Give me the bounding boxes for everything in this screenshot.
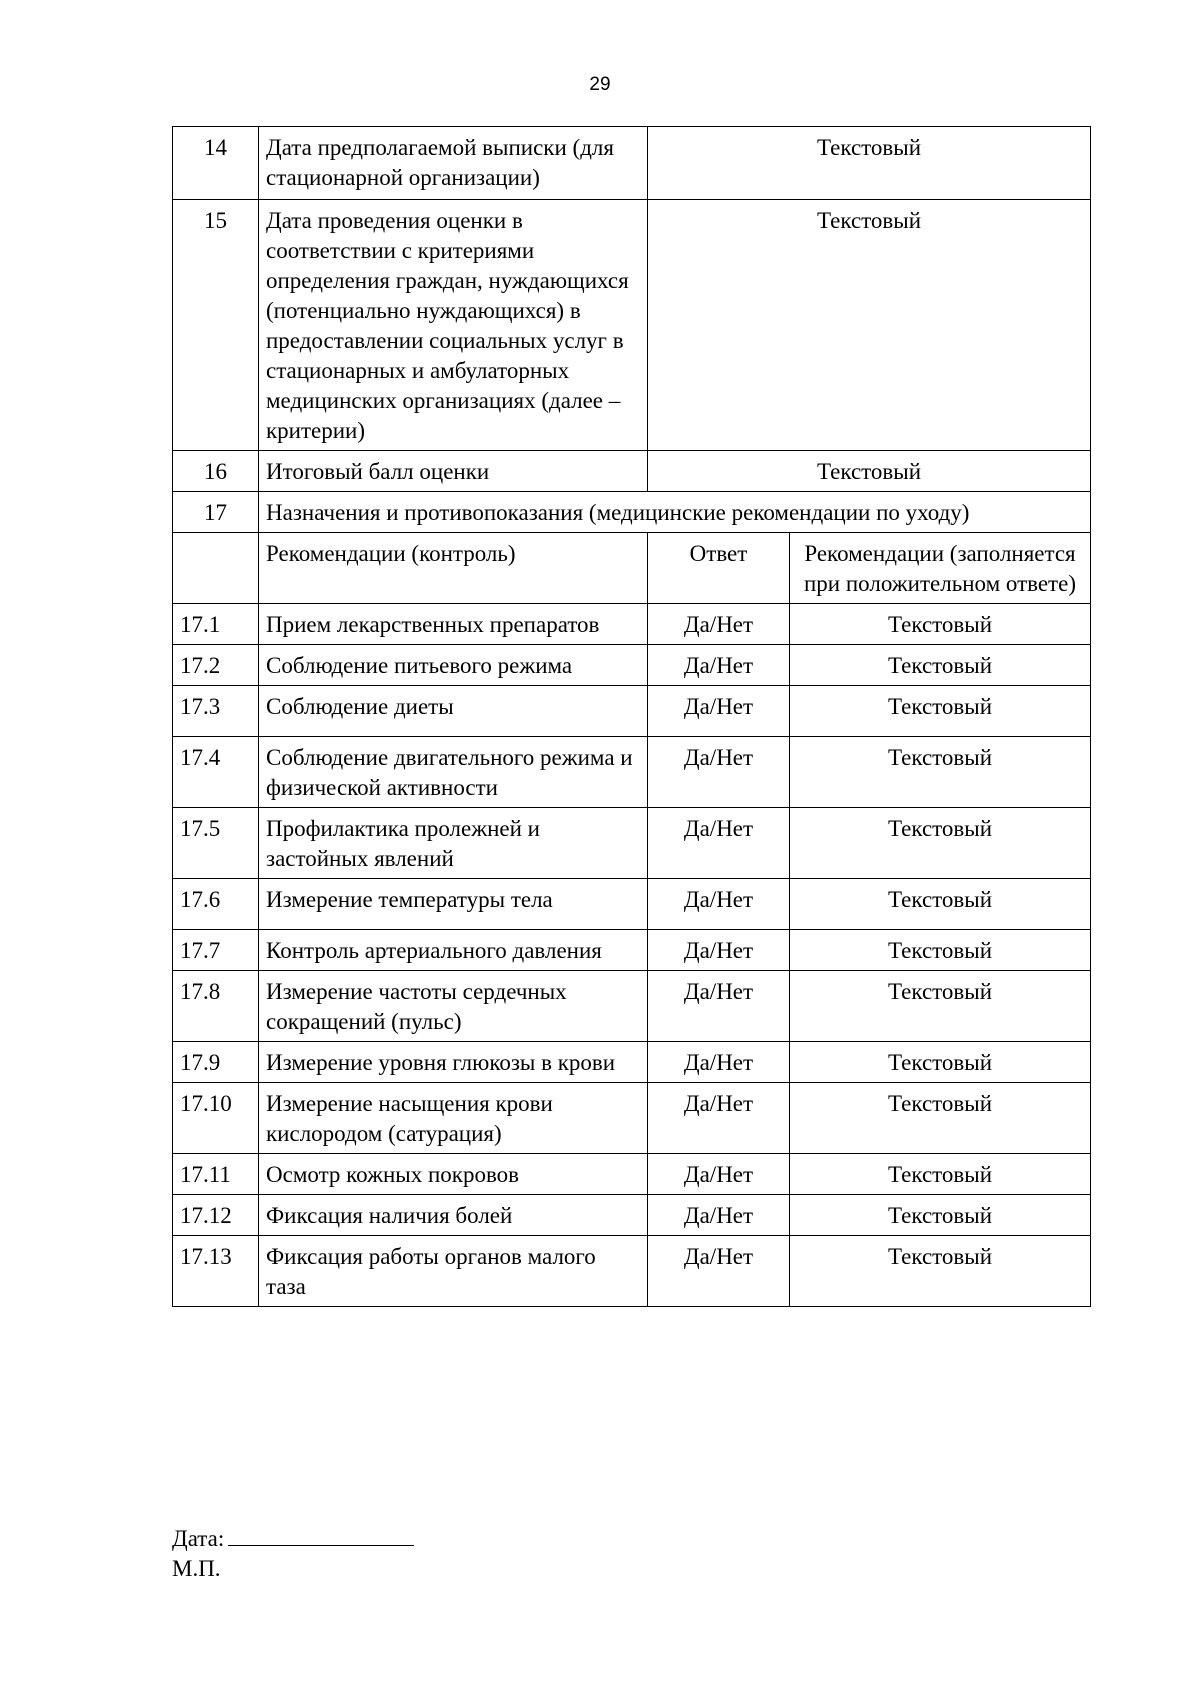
row-recommend: Текстовый xyxy=(790,971,1091,1042)
row-label: Итоговый балл оценки xyxy=(259,451,648,492)
header-control: Рекомендации (контроль) xyxy=(259,533,648,604)
row-answer: Да/Нет xyxy=(648,686,790,737)
row-label: Прием лекарственных препаратов xyxy=(259,604,648,645)
table-row xyxy=(173,1236,1091,1307)
row-label: Осмотр кожных покровов xyxy=(259,1154,648,1195)
table-row xyxy=(173,1195,1091,1236)
row-type: Текстовый xyxy=(648,127,1091,200)
row-answer: Да/Нет xyxy=(648,604,790,645)
page-number: 29 xyxy=(589,74,611,95)
row-label: Фиксация работы органов малого таза xyxy=(259,1236,648,1307)
row-recommend: Текстовый xyxy=(790,879,1091,930)
row-number: 15 xyxy=(173,200,259,451)
row-recommend: Текстовый xyxy=(790,930,1091,971)
row-answer: Да/Нет xyxy=(648,879,790,930)
section-17-title: Назначения и противопоказания (медицинские рекомендации по уходу) xyxy=(259,492,1091,533)
header-answer: Ответ xyxy=(648,533,790,604)
table-row xyxy=(173,451,1091,492)
row-type: Текстовый xyxy=(648,200,1091,451)
table-row xyxy=(173,971,1091,1042)
table-row xyxy=(173,127,1091,200)
row-recommend: Текстовый xyxy=(790,645,1091,686)
table-row xyxy=(173,604,1091,645)
empty-cell xyxy=(173,533,259,604)
row-answer: Да/Нет xyxy=(648,1154,790,1195)
row-recommend: Текстовый xyxy=(790,737,1091,808)
row-number: 17.1 xyxy=(173,604,259,645)
row-recommend: Текстовый xyxy=(790,604,1091,645)
row-recommend: Текстовый xyxy=(790,1236,1091,1307)
row-answer: Да/Нет xyxy=(648,1083,790,1154)
date-label: Дата: xyxy=(172,1526,225,1551)
row-number: 17.5 xyxy=(173,808,259,879)
header-recommend: Рекомендации (заполняется при положительном ответе) xyxy=(790,533,1091,604)
row-label: Дата предполагаемой выписки (для стационарной организации) xyxy=(259,127,648,200)
row-answer: Да/Нет xyxy=(648,808,790,879)
section-17-title-row xyxy=(173,492,1091,533)
row-label: Контроль артериального давления xyxy=(259,930,648,971)
row-label: Измерение насыщения крови кислородом (сатурация) xyxy=(259,1083,648,1154)
row-label: Профилактика пролежней и застойных явлений xyxy=(259,808,648,879)
row-answer: Да/Нет xyxy=(648,971,790,1042)
row-number: 17.13 xyxy=(173,1236,259,1307)
row-label: Измерение уровня глюкозы в крови xyxy=(259,1042,648,1083)
row-number: 17.10 xyxy=(173,1083,259,1154)
row-number: 17.7 xyxy=(173,930,259,971)
table-row xyxy=(173,1042,1091,1083)
row-number: 17.12 xyxy=(173,1195,259,1236)
table-row xyxy=(173,879,1091,930)
row-recommend: Текстовый xyxy=(790,1195,1091,1236)
form-table xyxy=(172,126,1091,1307)
row-recommend: Текстовый xyxy=(790,1083,1091,1154)
date-signature-line xyxy=(228,1523,414,1546)
row-recommend: Текстовый xyxy=(790,1154,1091,1195)
row-number: 17.9 xyxy=(173,1042,259,1083)
row-recommend: Текстовый xyxy=(790,808,1091,879)
row-answer: Да/Нет xyxy=(648,1195,790,1236)
section-17-header-row xyxy=(173,533,1091,604)
row-label: Фиксация наличия болей xyxy=(259,1195,648,1236)
table-row xyxy=(173,808,1091,879)
row-answer: Да/Нет xyxy=(648,1042,790,1083)
row-label: Измерение частоты сердечных сокращений (пульс) xyxy=(259,971,648,1042)
row-answer: Да/Нет xyxy=(648,930,790,971)
row-answer: Да/Нет xyxy=(648,645,790,686)
row-label: Соблюдение питьевого режима xyxy=(259,645,648,686)
table-row xyxy=(173,1154,1091,1195)
row-number: 14 xyxy=(173,127,259,200)
table-row xyxy=(173,686,1091,737)
row-answer: Да/Нет xyxy=(648,737,790,808)
table-row xyxy=(173,930,1091,971)
row-number: 17.8 xyxy=(173,971,259,1042)
row-label: Соблюдение диеты xyxy=(259,686,648,737)
row-recommend: Текстовый xyxy=(790,686,1091,737)
row-number: 17.3 xyxy=(173,686,259,737)
row-number: 17 xyxy=(173,492,259,533)
row-number: 16 xyxy=(173,451,259,492)
stamp-label: М.П. xyxy=(172,1556,221,1581)
footer xyxy=(172,1523,414,1584)
row-label: Соблюдение двигательного режима и физической активности xyxy=(259,737,648,808)
table-row xyxy=(173,737,1091,808)
row-number: 17.6 xyxy=(173,879,259,930)
row-number: 17.4 xyxy=(173,737,259,808)
row-label: Измерение температуры тела xyxy=(259,879,648,930)
table-row xyxy=(173,1083,1091,1154)
date-line xyxy=(172,1523,414,1554)
table-row xyxy=(173,200,1091,451)
table-row xyxy=(173,645,1091,686)
row-label: Дата проведения оценки в соответствии с критериями определения граждан, нуждающихся (потенциально нуждающихся) в предоставлении социальных услуг в стационарных и амбулаторных медицинских организациях (далее – критерии) xyxy=(259,200,648,451)
row-number: 17.11 xyxy=(173,1154,259,1195)
row-recommend: Текстовый xyxy=(790,1042,1091,1083)
row-answer: Да/Нет xyxy=(648,1236,790,1307)
row-number: 17.2 xyxy=(173,645,259,686)
row-type: Текстовый xyxy=(648,451,1091,492)
